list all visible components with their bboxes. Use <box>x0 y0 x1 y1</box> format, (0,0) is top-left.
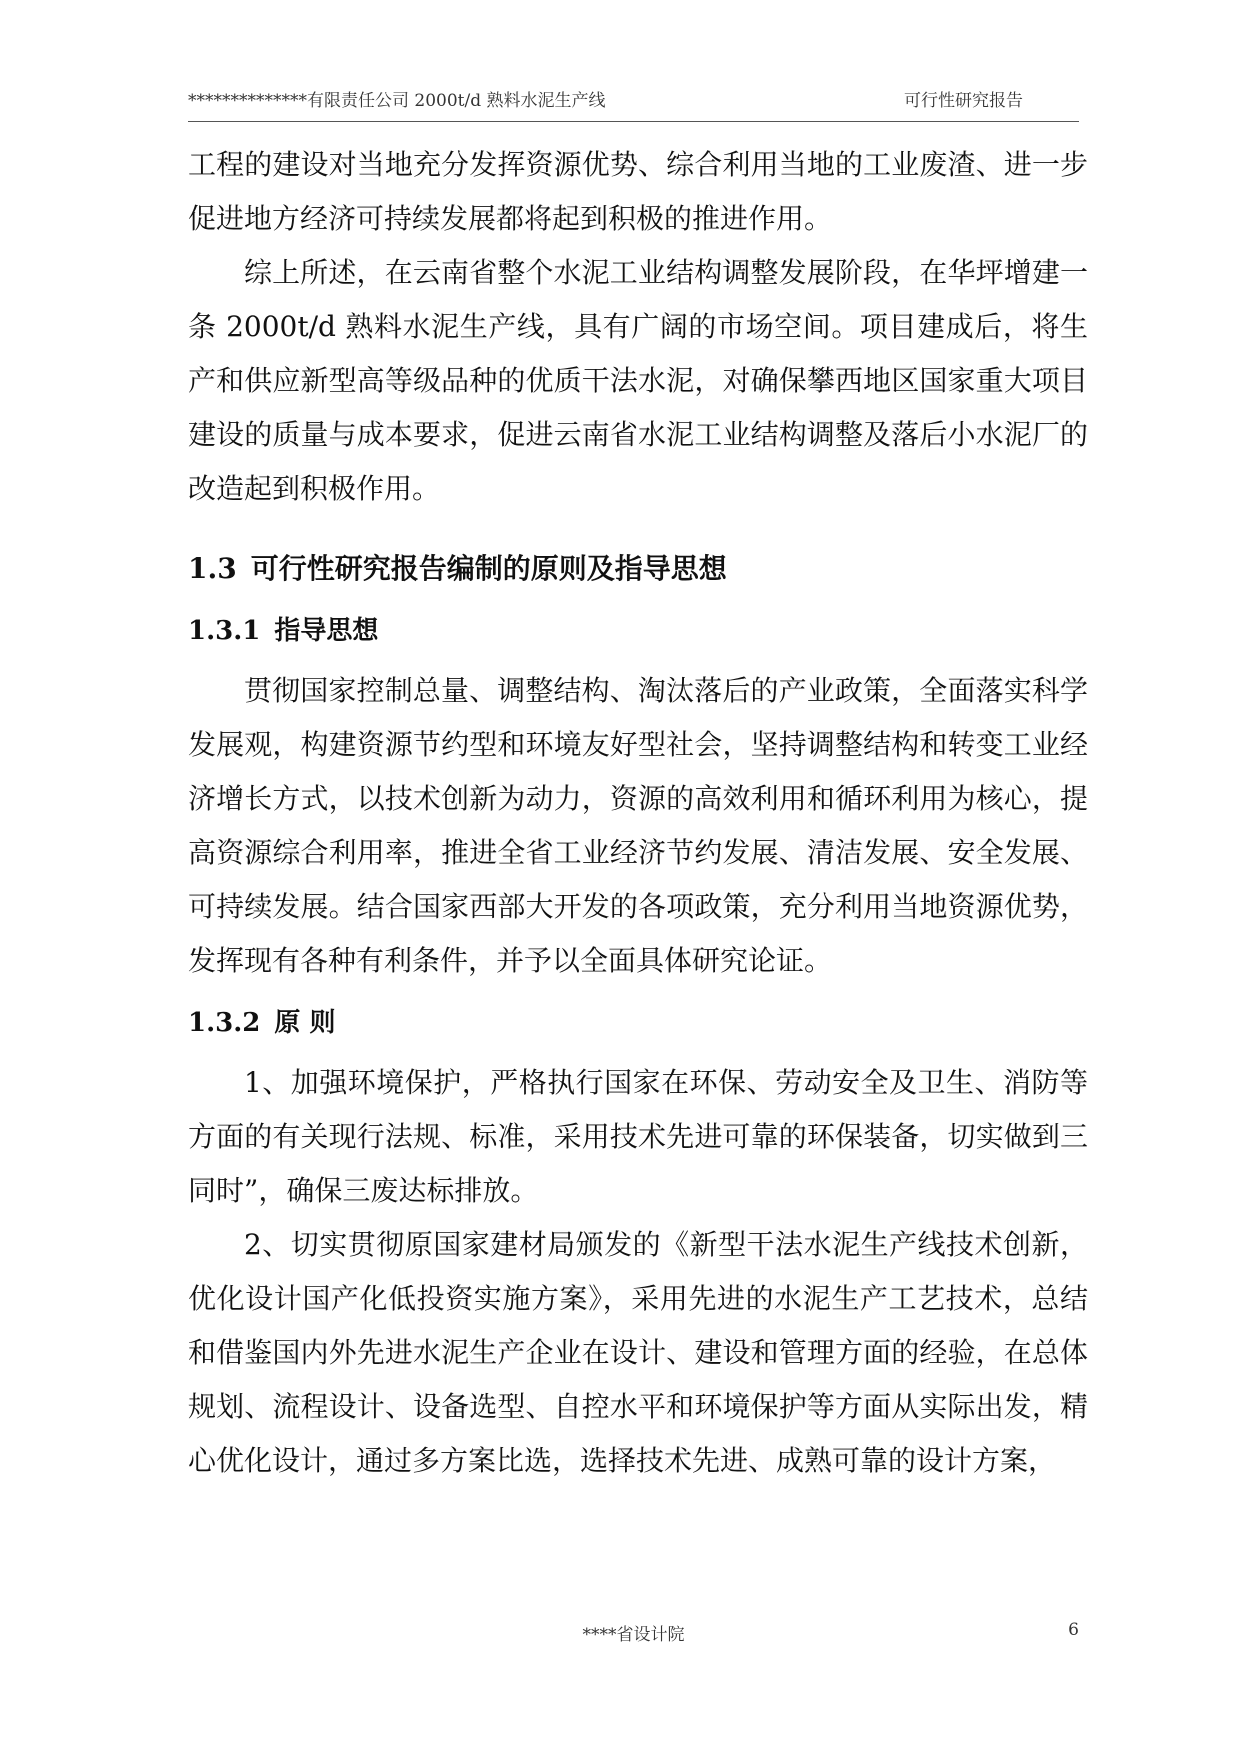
subsection-title: 原 则 <box>274 1008 336 1038</box>
subsection-heading-principles <box>188 996 1088 1050</box>
header-divider <box>188 121 1079 122</box>
page-body <box>188 138 1088 1488</box>
header-document-title: **************有限责任公司 2000t/d 熟料水泥生产线 <box>188 91 606 111</box>
section-heading <box>188 542 1088 596</box>
subsection-number: 1.3.2 <box>188 1008 261 1038</box>
section-title: 可行性研究报告编制的原则及指导思想 <box>250 552 727 585</box>
subsection-number: 1.3.1 <box>188 616 261 646</box>
section-number: 1.3 <box>188 552 237 585</box>
paragraph-continued: 工程的建设对当地充分发挥资源优势、综合利用当地的工业废渣、进一步促进地方经济可持续发展都将起到积极的推进作用。 <box>188 148 1088 235</box>
page-header <box>188 86 1053 116</box>
subsection-title: 指导思想 <box>274 616 379 646</box>
page-footer <box>188 1620 1079 1650</box>
paragraph-summary: 综上所述，在云南省整个水泥工业结构调整发展阶段，在华坪增建一条 2000t/d 熟料水泥生产线，具有广阔的市场空间。项目建成后，将生产和供应新型高等级品种的优质干法水泥，对确保攀西地区国家重大项目建设的质量与成本要求，促进云南省水泥工业结构调整及落后小水泥厂的改造起到积极作用。 <box>188 256 1088 505</box>
subsection-heading-guiding <box>188 604 1088 658</box>
paragraph-principle-2: 2、切实贯彻原国家建材局颁发的《新型干法水泥生产线技术创新，优化设计国产化低投资实施方案》，采用先进的水泥生产工艺技术，总结和借鉴国内外先进水泥生产企业在设计、建设和管理方面的经验，在总体规划、流程设计、设备选型、自控水平和环境保护等方面从实际出发，精心优化设计，通过多方案比选，选择技术先进、成熟可靠的设计方案， <box>188 1228 1088 1477</box>
paragraph-guiding-thought: 贯彻国家控制总量、调整结构、淘汰落后的产业政策，全面落实科学发展观，构建资源节约型和环境友好型社会，坚持调整结构和转变工业经济增长方式，以技术创新为动力，资源的高效利用和循环利用为核心，提高资源综合利用率，推进全省工业经济节约发展、清洁发展、安全发展、可持续发展。结合国家西部大开发的各项政策，充分利用当地资源优势，发挥现有各种有利条件，并予以全面具体研究论证。 <box>188 674 1088 977</box>
paragraph-principle-1: 1、加强环境保护，严格执行国家在环保、劳动安全及卫生、消防等方面的有关现行法规、标准，采用技术先进可靠的环保装备，切实做到三同时”，确保三废达标排放。 <box>188 1066 1088 1207</box>
page-number: 6 <box>1068 1620 1079 1640</box>
footer-organization: ****省设计院 <box>582 1625 685 1645</box>
header-report-type: 可行性研究报告 <box>904 91 1023 111</box>
